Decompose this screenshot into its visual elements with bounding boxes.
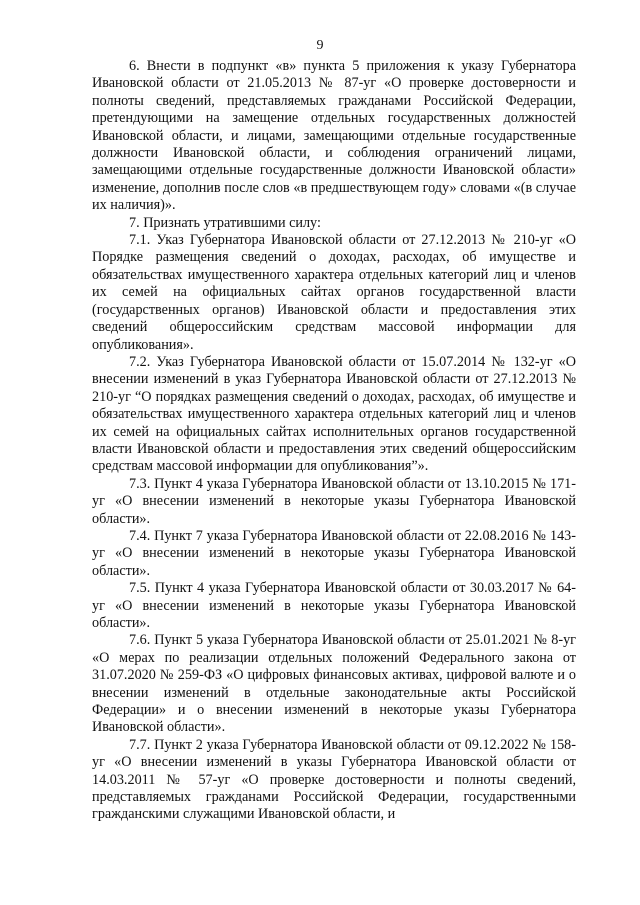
paragraph-item-7: 7. Признать утратившими силу: bbox=[129, 214, 321, 231]
paragraph-item-7-2: 7.2. Указ Губернатора Ивановской области от 15.07.2014 № 132-уг «О внесении изменений в указ Губернатора Ивановской области от 27.12.2013 № 210-уг “О порядках размещения сведений о доходах, расходах, об имуществе и обязательствах имущественного характера отдельных категорий лиц и членов их семей на официальных сайтах исполнительных органов государственной власти Ивановской области и предоставления этих сведений общероссийским средствам массовой информации для опубликования”». bbox=[92, 353, 576, 475]
paragraph-item-7-3: 7.3. Пункт 4 указа Губернатора Ивановской области от 13.10.2015 № 171-уг «О внесении изменений в некоторые указы Губернатора Ивановской области». bbox=[92, 475, 576, 527]
paragraph-item-7-1: 7.1. Указ Губернатора Ивановской области от 27.12.2013 № 210-уг «О Порядке размещения сведений о доходах, расходах, об имуществе и обязательствах имущественного характера отдельных категорий лиц и членов их семей на официальных сайтах органов государственной власти (государственных органов) Ивановской области и предоставления этих сведений общероссийским средствам массовой информации для опубликования». bbox=[92, 232, 576, 353]
paragraph-item-7-5: 7.5. Пункт 4 указа Губернатора Ивановской области от 30.03.2017 № 64-уг «О внесении изменений в некоторые указы Губернатора Ивановской области». bbox=[92, 580, 576, 631]
paragraph-item-6: 6. Внести в подпункт «в» пункта 5 приложения к указу Губернатора Ивановской области от 21.05.2013 № 87-уг «О проверке достоверности и полноты сведений, представляемых гражданами Российской Федерации, претендующими на замещение отдельных государственных должностей Ивановской области, и лицами, замещающими отдельные государственные должности Ивановской области, и соблюдения ограничений лицами, замещающими отдельные государственные должности Ивановской области» изменение, дополнив после слов «в предшествующем году» словами «(в случае их наличия)». bbox=[92, 58, 576, 214]
paragraph-item-7-4: 7.4. Пункт 7 указа Губернатора Ивановской области от 22.08.2016 № 143-уг «О внесении изменений в некоторые указы Губернатора Ивановской области». bbox=[92, 527, 576, 579]
paragraph-item-7-6: 7.6. Пункт 5 указа Губернатора Ивановской области от 25.01.2021 № 8-уг «О мерах по реализации отдельных положений Федерального закона от 31.07.2020 № 259-ФЗ «О цифровых финансовых активах, цифровой валюте и о внесении изменений в отдельные законодательные акты Российской Федерации» и о внесении изменений в некоторые указы Губернатора Ивановской области». bbox=[92, 632, 576, 736]
document-body bbox=[92, 58, 576, 824]
paragraph-item-7-7: 7.7. Пункт 2 указа Губернатора Ивановской области от 09.12.2022 № 158-уг «О внесении изменений в указы Губернатора Ивановской области от 14.03.2011 № 57-уг «О проверке достоверности и полноты сведений, представляемых гражданами Российской Федерации, государственными гражданскими служащими Ивановской области, и bbox=[92, 736, 576, 823]
page-number: 9 bbox=[316, 38, 324, 53]
